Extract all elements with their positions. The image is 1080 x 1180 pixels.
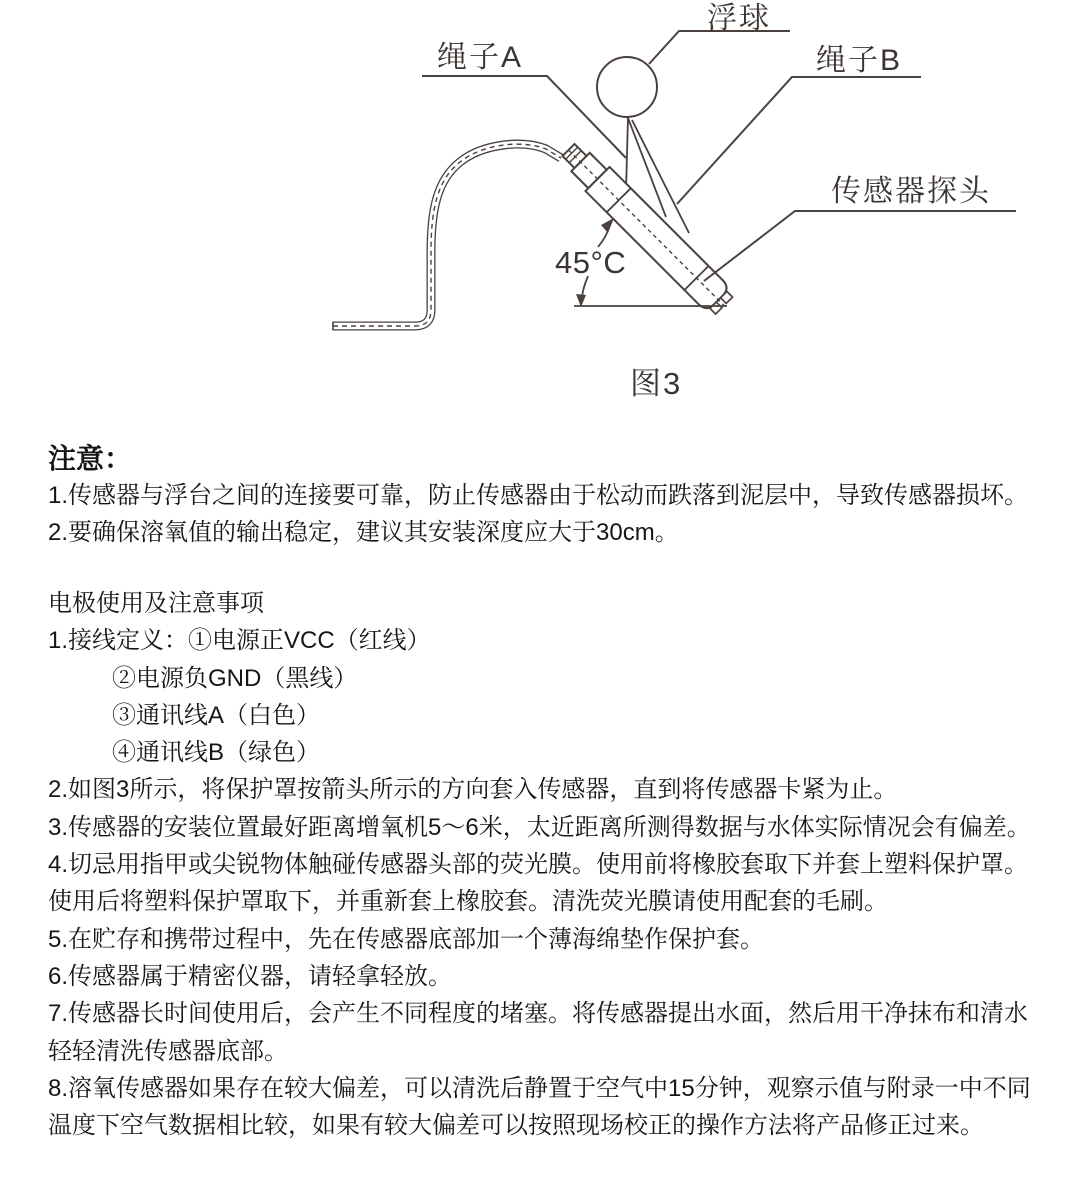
sensor-probe-leader — [704, 211, 1016, 281]
electrode-line: 2.如图3所示，将保护罩按箭头所示的方向套入传感器，直到将传感器卡紧为止。 — [48, 776, 898, 804]
electrode-line: ④通讯线B（绿色） — [112, 739, 321, 767]
electrode-line: 3.传感器的安装位置最好距离增氧机5～6米，太近距离所测得数据与水体实际情况会有偏差。 — [48, 813, 1031, 841]
electrode-line: ②电源负GND（黑线） — [112, 664, 358, 692]
figure-caption: 图3 — [630, 366, 683, 401]
electrode-line: 轻轻清洗传感器底部。 — [48, 1037, 288, 1065]
electrode-line: 5.在贮存和携带过程中，先在传感器底部加一个薄海绵垫作保护套。 — [48, 925, 765, 953]
electrode-line: 7.传感器长时间使用后，会产生不同程度的堵塞。将传感器提出水面，然后用干净抹布和清水 — [48, 1000, 1029, 1028]
electrode-line: 使用后将塑料保护罩取下，并重新套上橡胶套。清洗荧光膜请使用配套的毛刷。 — [48, 888, 888, 916]
angle-value-label: 45°C — [555, 245, 627, 280]
sensor-cable — [333, 144, 561, 330]
electrode-heading: 电极使用及注意事项 — [48, 590, 264, 617]
installation-figure — [0, 0, 1080, 432]
rope-a-line — [626, 117, 628, 191]
electrode-line: ③通讯线A（白色） — [112, 701, 321, 729]
note-item: 1.传感器与浮台之间的连接要可靠，防止传感器由于松动而跌落到泥层中，导致传感器损坏。 — [48, 482, 1029, 509]
float-ball-leader — [649, 31, 790, 64]
electrode-line: 温度下空气数据相比较，如果有较大偏差可以按照现场校正的操作方法将产品修正过来。 — [48, 1112, 984, 1140]
rope-a-label: 绳子A — [437, 41, 524, 74]
cable-fill — [333, 144, 561, 326]
sensor-probe-label: 传感器探头 — [831, 175, 991, 208]
electrode-line: 6.传感器属于精密仪器，请轻拿轻放。 — [48, 962, 453, 990]
electrode-line: 4.切忌用指甲或尖锐物体触碰传感器头部的荧光膜。使用前将橡胶套取下并套上塑料保护罩。 — [48, 851, 1029, 879]
electrode-usage-section — [48, 585, 1058, 1144]
sensor-installation-diagram — [0, 0, 1080, 432]
angle-arrow-down-head — [576, 294, 586, 307]
angle-arrow-up-head — [601, 218, 614, 233]
note-item: 2.要确保溶氧值的输出稳定，建议其安装深度应大于30cm。 — [48, 519, 679, 547]
notes-section — [48, 441, 1048, 552]
electrode-line: 8.溶氧传感器如果存在较大偏差，可以清洗后静置于空气中15分钟，观察示值与附录一中不同 — [48, 1074, 1031, 1102]
notes-heading: 注意： — [48, 443, 133, 474]
electrode-line: 1.接线定义：①电源正VCC（红线） — [48, 627, 431, 655]
float-ball-circle — [597, 57, 657, 117]
rope-b-label: 绳子B — [816, 44, 903, 77]
float-ball-label: 浮球 — [707, 2, 771, 35]
